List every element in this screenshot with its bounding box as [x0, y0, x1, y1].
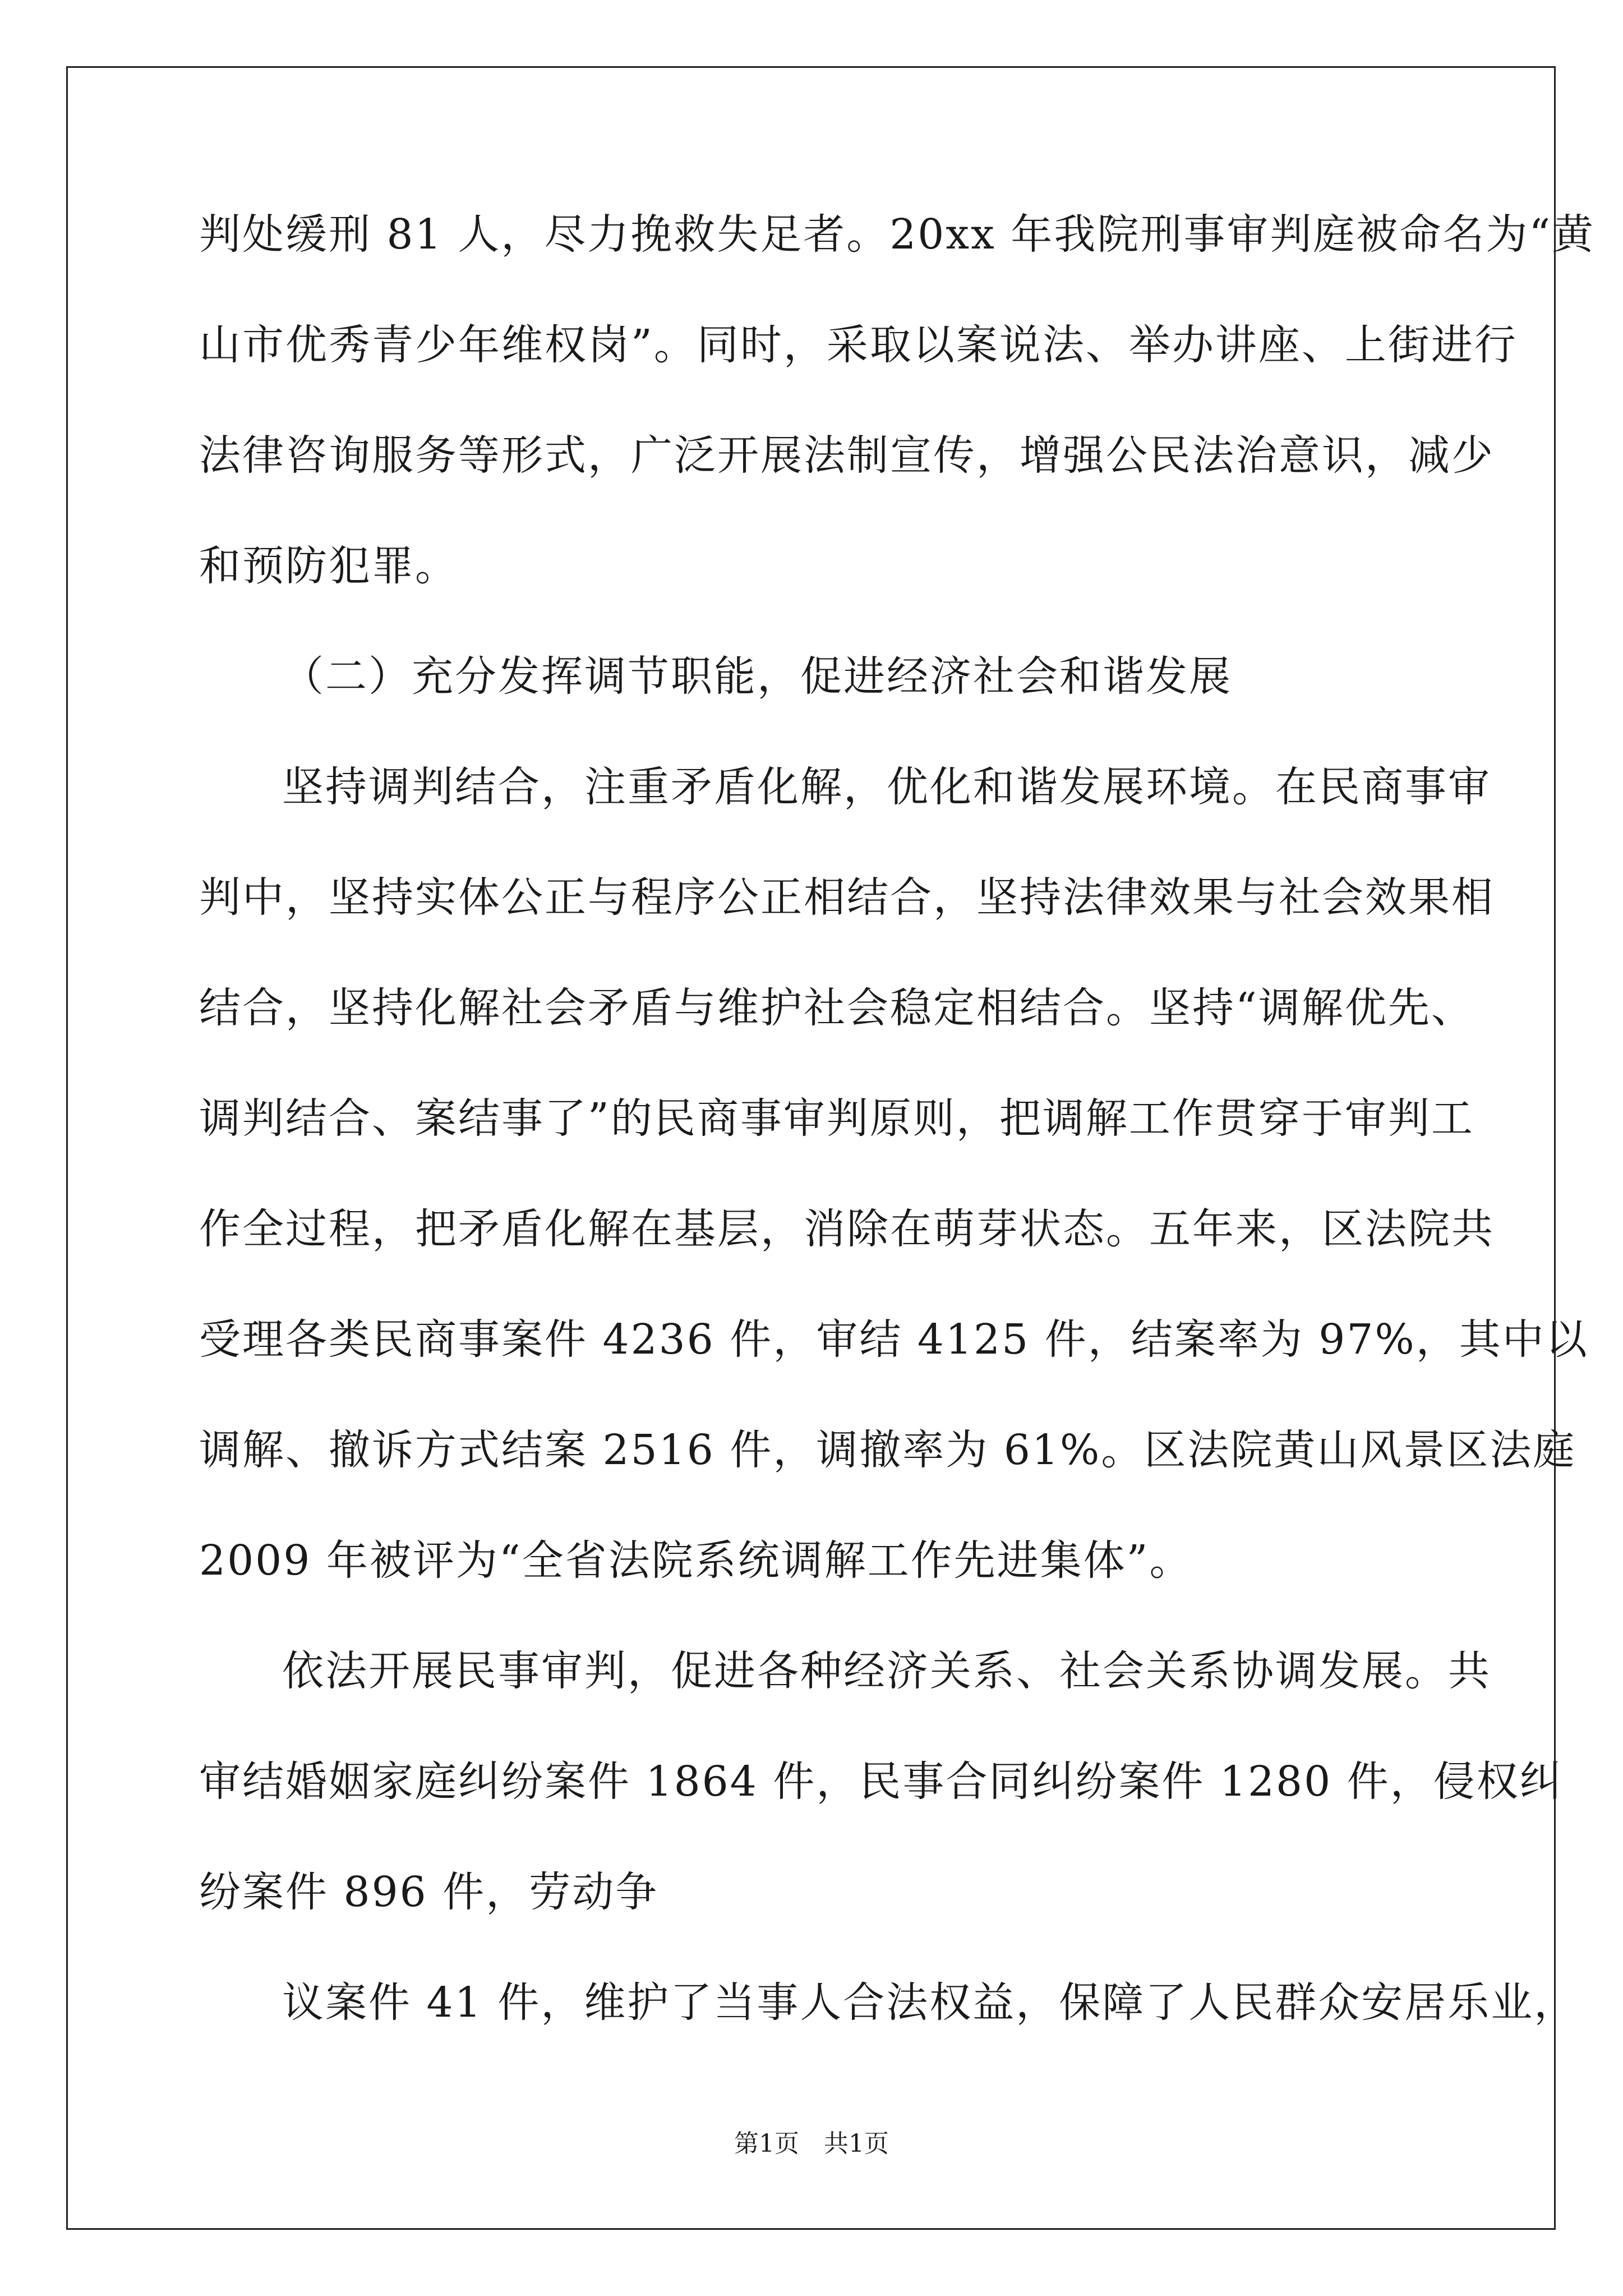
text-line: 山市优秀青少年维权岗”。同时，采取以案说法、举办讲座、上街进行 [199, 321, 1518, 369]
text-line: 受理各类民商事案件 4236 件，审结 4125 件，结案率为 97%，其中以 [199, 1315, 1589, 1364]
page-footer [0, 2127, 1623, 2161]
text-line: 坚持调判结合，注重矛盾化解，优化和谐发展环境。在民商事审 [282, 763, 1491, 811]
text-line: 法律咨询服务等形式，广泛开展法制宣传，增强公民法治意识，减少 [199, 431, 1495, 480]
text-line: 纷案件 896 件，劳动争 [199, 1868, 659, 1916]
text-line: 依法开展民事审判，促进各种经济关系、社会关系协调发展。共 [282, 1647, 1491, 1695]
text-line: 议案件 41 件，维护了当事人合法权益，保障了人民群众安居乐业， [282, 1978, 1578, 2027]
text-line: 调判结合、案结事了”的民商事审判原则，把调解工作贯穿于审判工 [199, 1094, 1474, 1143]
text-line: 调解、撤诉方式结案 2516 件，调撤率为 61%。区法院黄山风景区法庭 [199, 1426, 1576, 1474]
page-number: 第1页 [734, 2129, 799, 2158]
document-body [199, 180, 1596, 2058]
text-line: 判中，坚持实体公正与程序公正相结合，坚持法律效果与社会效果相 [199, 873, 1495, 922]
text-line: 审结婚姻家庭纠纷案件 1864 件，民事合同纠纷案件 1280 件，侵权纠 [199, 1757, 1563, 1806]
text-line: 和预防犯罪。 [199, 542, 458, 590]
text-line: 结合，坚持化解社会矛盾与维护社会稳定相结合。坚持“调解优先、 [199, 984, 1474, 1032]
text-line: 2009 年被评为“全省法院系统调解工作先进集体”。 [199, 1536, 1193, 1585]
text-line: 判处缓刑 81 人，尽力挽救失足者。20xx 年我院刑事审判庭被命名为“黄 [199, 210, 1596, 259]
text-line: 作全过程，把矛盾化解在基层，消除在萌芽状态。五年来，区法院共 [199, 1205, 1495, 1253]
page-total: 共1页 [824, 2129, 889, 2158]
section-heading: （二）充分发挥调节职能，促进经济社会和谐发展 [282, 652, 1232, 701]
